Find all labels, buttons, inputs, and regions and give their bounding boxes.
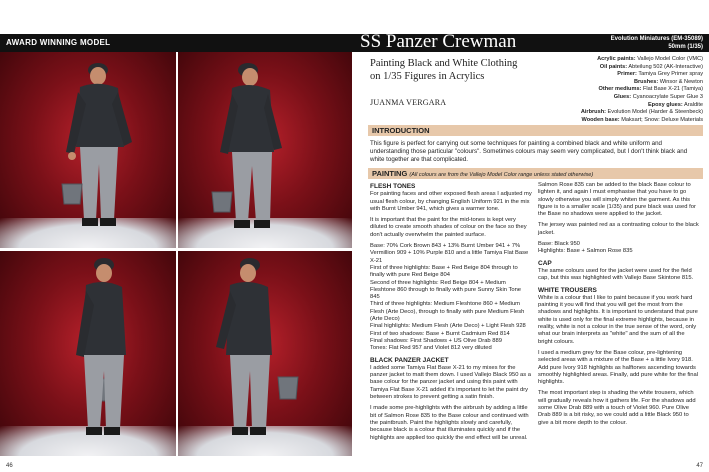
recipe-line: Base: Black 950: [538, 241, 580, 248]
material-line: Glues: Cyanoacrylate Super Glue 3: [613, 93, 703, 100]
recipe-line: Third of three highlights: Medium Fleshtone 860 + Medium Flesh (Arte Deco), through to finally with pure Medium Flesh (Arte Deco): [370, 301, 525, 323]
text-column-1: [370, 183, 532, 446]
paragraph: I added some Tamiya Flat Base X-21 to my mixes for the panzer jacket to matt them down. I used Vallejo Black 950 as a base colour for the panzer jacket and using this paint with Tamiya Flat Base X-21 added it's important to let the paint dry between strokes to prevent getting a satin finish.: [370, 364, 532, 401]
material-line: Wooden base: Maksart; Snow: Deluxe Materials: [581, 116, 703, 123]
paragraph: For painting faces and other exposed flesh areas I adjusted my usual flesh colour, by changing English Uniform 921 in the mix with Burnt Umber 941, which gives a warmer tone.: [370, 191, 532, 212]
introduction-text: This figure is perfect for carrying out some techniques for painting a combined black and white uniform and understanding those particular "colours". Sometimes colours may seem very complicated, but I don't think black and white together are that complicated.: [370, 140, 688, 163]
white-trousers-heading: WHITE TROUSERS: [538, 286, 597, 294]
award-header: AWARD WINNING MODEL: [6, 38, 111, 47]
right-page: [352, 0, 709, 472]
kit-maker: Evolution Miniatures (EM-35089): [610, 36, 703, 42]
paragraph: The jersey was painted red as a contrasting colour to the black jacket.: [538, 222, 699, 236]
article-subtitle: Painting Black and White Clothing on 1/35 Figures in Acrylics: [370, 58, 518, 82]
article-title: SS Panzer Crewman: [360, 31, 517, 52]
material-line: Brushes: Winsor & Newton: [633, 78, 703, 85]
kit-scale: 50mm (1/35): [668, 44, 703, 50]
black-jacket-heading: BLACK PANZER JACKET: [370, 356, 449, 364]
material-line: Airbrush: Evolution Model (Harder & Steenbeck): [580, 109, 703, 116]
recipe-line: First of two shadows: Base + Burnt Cadmium Red 814: [370, 330, 510, 337]
text-column-2: [538, 182, 700, 431]
flesh-tones-heading: FLESH TONES: [370, 183, 416, 190]
painting-note: (All colours are from the Vallejo Model Color range unless stated otherwise): [409, 172, 594, 178]
figure-photo-left-side: [0, 251, 176, 456]
paragraph: It is important that the paint for the mid-tones is kept very diluted to create smooth shades of colour on the face so they don't actually overwhelm the painted surface.: [370, 217, 527, 238]
paragraph: I used a medium grey for the Base colour, pre-lightening selected areas with a mixture of the Base + a little Ivory 918. Add pure Ivory 918 highlights as halftones ascending towards smoothly highlighted areas. Finally, add pure white for the final highlights.: [538, 349, 699, 386]
material-line: Other mediums: Flat Base X-21 (Tamiya): [598, 86, 703, 93]
introduction-heading: INTRODUCTION: [372, 126, 430, 135]
painting-heading: PAINTING: [372, 169, 408, 178]
figure-photo-front: [0, 52, 176, 248]
recipe-line: Tones: Flat Red 957 and Violet 812 very diluted: [370, 345, 492, 352]
article-author: JUANMA VERGARA: [370, 98, 447, 107]
kit-reference: [611, 35, 703, 51]
paragraph: White is a colour that I like to paint because if you work hard painting it you will find that you will get the most from the shadows and highlights. It is important to understand that pure white is used only for the final extreme highlights, because in reality, white is not a colour in the true sense of the word, only what our brain interprets as "white" and the sum of all the bright colours.: [538, 294, 698, 345]
material-line: Acrylic paints: Vallejo Model Color (VMC): [597, 56, 703, 62]
figure-photo-back: [178, 52, 352, 248]
figure-illustration: [178, 251, 352, 456]
cap-heading: CAP: [538, 259, 552, 267]
paragraph: Salmon Rose 835 can be added to the black Base colour to lighten it, and again I must emphasise that you have to go slowly otherwise you will simply whiten the garment. As this figure is to a smaller scale (1/35) and pure black was used for the Base no shadows were applied to the jacket.: [538, 182, 696, 218]
material-line: Oil paints: Abteilung 502 (AK-Interactive): [599, 63, 703, 70]
paragraph: The most important step is shading the white trousers, which will gradually reveals how it gathers life. For the shadows add some Olive Drab 889 with a touch of Violet 960. Pure Olive Drab 889 is a bit risky, so we could add a little Black 950 to give a bit more depth to the colour.: [538, 390, 696, 426]
paragraph: I made some pre-highlights with the airbrush by adding a little bit of Salmon Rose 835 to the Base colour and continued with the paintbrush. Paint the highlights slowly and carefully, because black is a colour that illuminates quickly and if the highlights are applied too quickly the end effect will be unreal.: [370, 405, 529, 441]
recipe-line: Highlights: Base + Salmon Rose 835: [538, 248, 633, 255]
recipe-line: Final highlights: Medium Flesh (Arte Deco) + Light Flesh 928: [370, 323, 526, 330]
page-number-right: 47: [696, 463, 703, 469]
introduction-heading-bar: [368, 125, 703, 136]
recipe-line: First of three highlights: Base + Red Beige 804 through to finally with pure Red Beige 804: [370, 264, 518, 279]
painting-heading-bar: [368, 168, 703, 179]
page-number-left: 46: [6, 463, 13, 469]
recipe-line: Base: 70% Cork Brown 843 + 13% Burnt Umber 941 + 7% Vermillion 909 + 10% Purple 810 and a little Tamiya Flat Base X-21: [370, 243, 529, 264]
materials-list: [513, 56, 703, 124]
paragraph: The same colours used for the jacket were used for the field cap, but this was highlighted with Vallejo Base Skintone 815.: [538, 267, 694, 282]
figure-photo-right-side: [178, 251, 352, 456]
recipe-line: Final shadows: First Shadows + US Olive Drab 889: [370, 337, 502, 344]
painting-heading-wrap: [372, 169, 593, 178]
figure-illustration: [178, 52, 352, 248]
recipe-line: Second of three highlights: Red Beige 804 + Medium Fleshtone 860 through to finally with pure Sunny Skin Tone 845: [370, 279, 522, 301]
figure-illustration: [0, 251, 176, 456]
left-page: [0, 0, 352, 472]
figure-illustration: [0, 52, 176, 248]
material-line: Epoxy glues: Araldite: [647, 101, 703, 108]
material-line: Primer: Tamiya Grey Primer spray: [617, 71, 703, 78]
